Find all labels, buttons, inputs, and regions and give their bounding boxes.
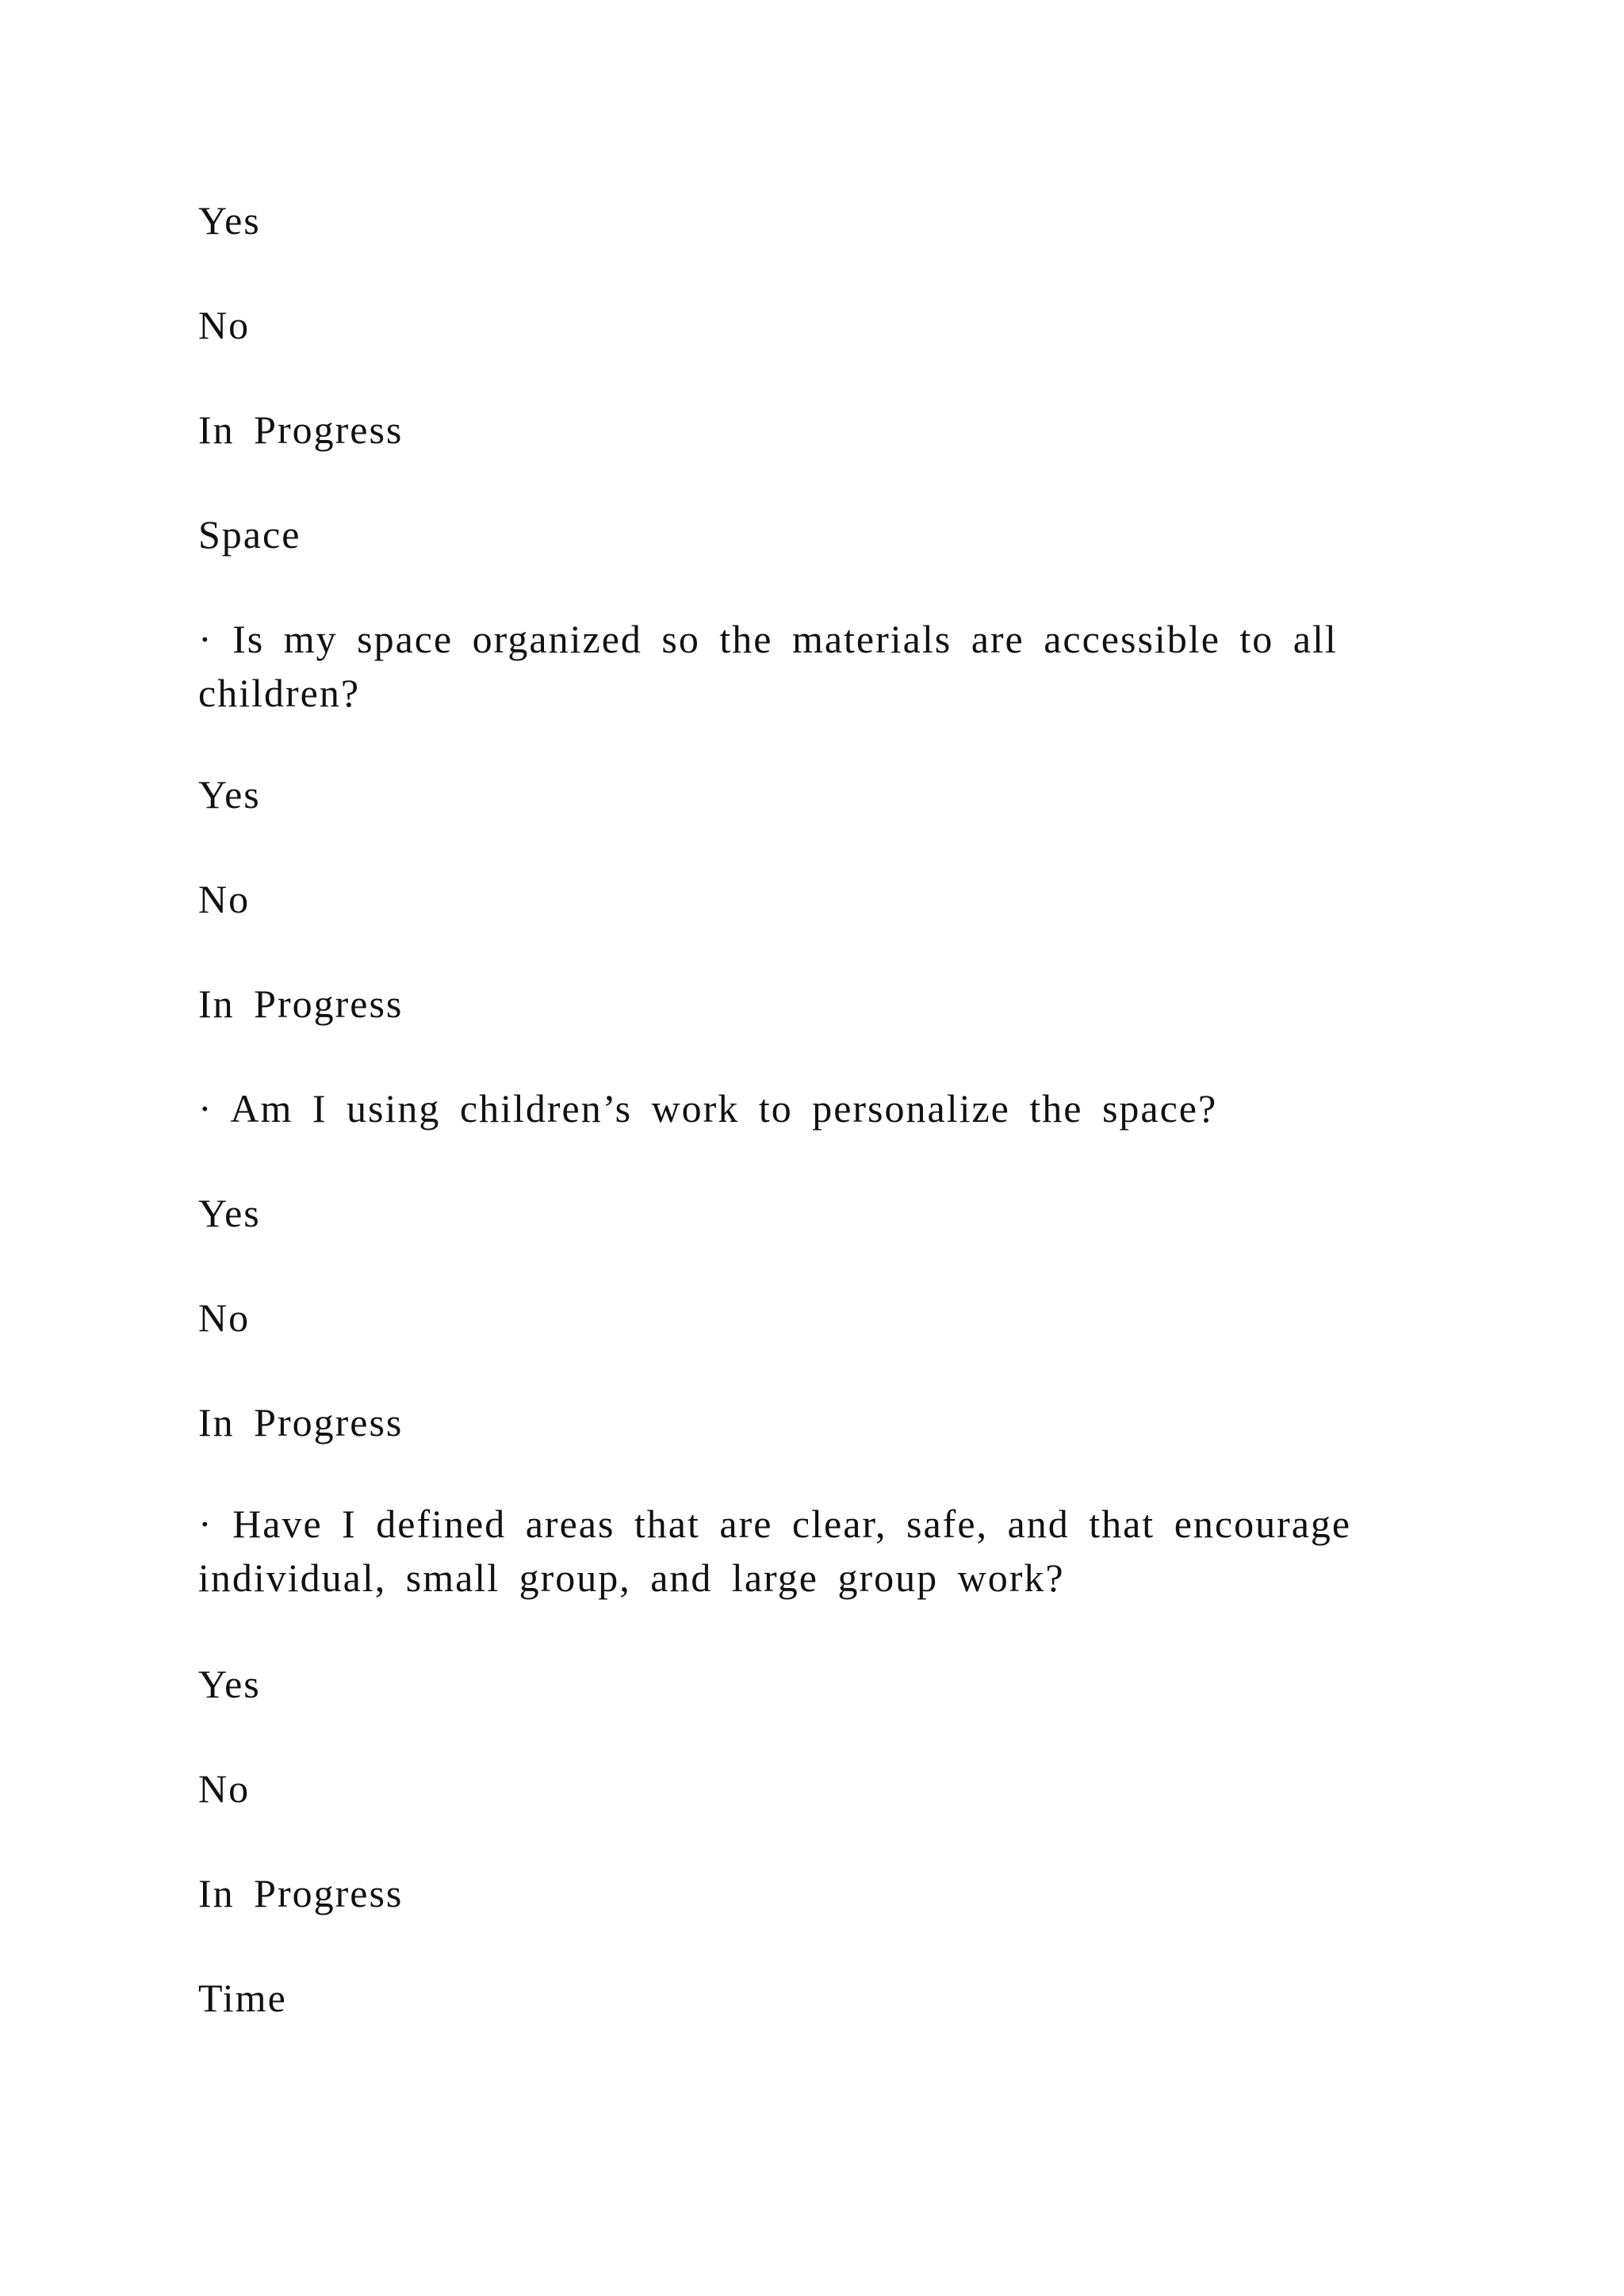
question-defined-areas: · Have I defined areas that are clear, safe, and that encourage individual, small group, and large group work?: [198, 1502, 1352, 1600]
option-yes: Yes: [198, 1191, 261, 1235]
option-yes: Yes: [198, 1662, 261, 1706]
question-childrens-work: · Am I using children’s work to personalize the space?: [198, 1086, 1218, 1131]
option-in-progress: In Progress: [198, 982, 404, 1026]
option-yes: Yes: [198, 198, 261, 243]
option-no: No: [198, 1766, 251, 1811]
option-in-progress: In Progress: [198, 408, 404, 452]
option-in-progress: In Progress: [198, 1871, 404, 1915]
option-yes: Yes: [198, 772, 261, 817]
option-no: No: [198, 1295, 251, 1340]
section-heading-space: Space: [198, 512, 301, 557]
option-no: No: [198, 303, 251, 347]
option-in-progress: In Progress: [198, 1400, 404, 1445]
section-heading-time: Time: [198, 1976, 287, 2020]
question-materials-accessible: · Is my space organized so the materials are accessible to all children?: [198, 617, 1338, 715]
option-no: No: [198, 877, 251, 921]
